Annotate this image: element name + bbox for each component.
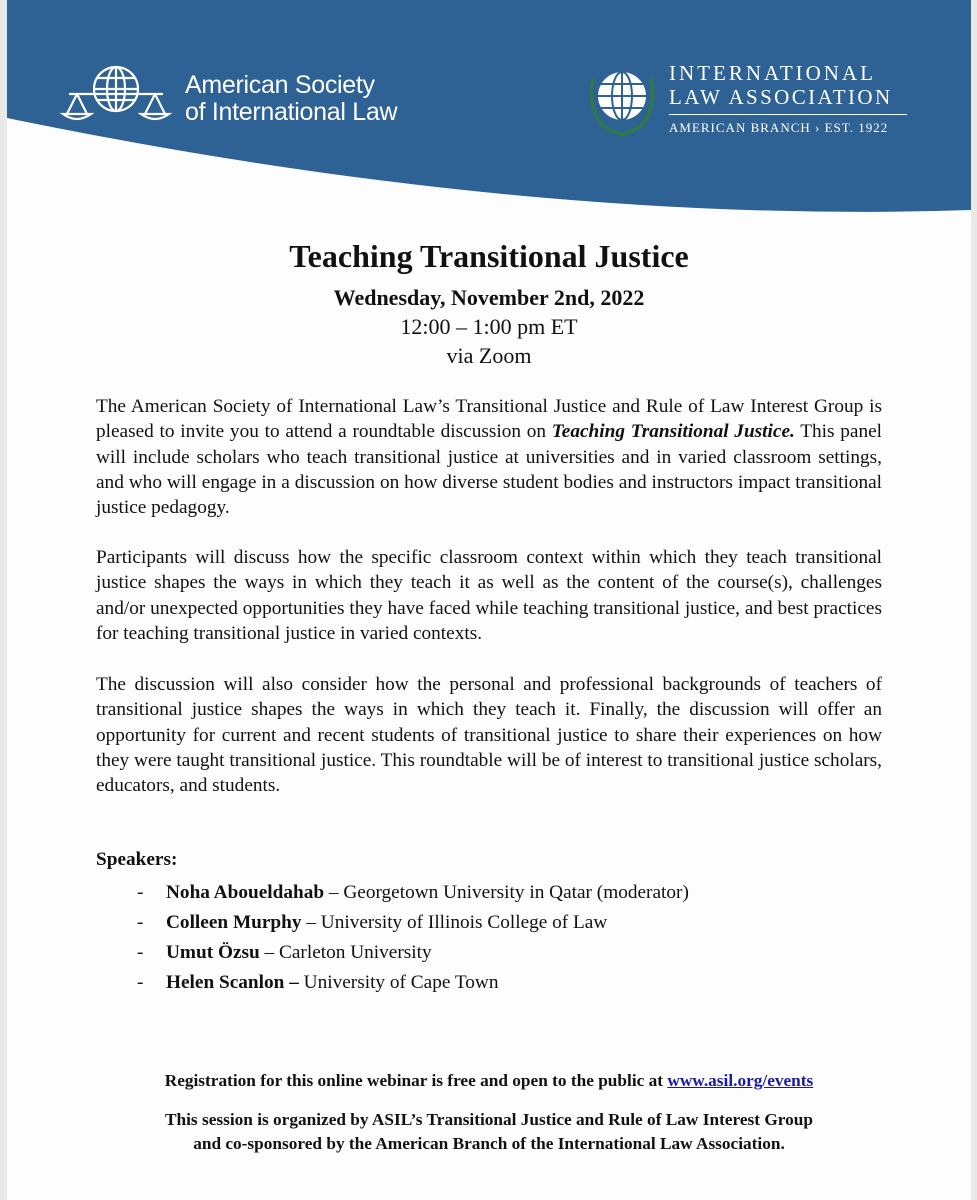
speaker-name: Helen Scanlon – (166, 972, 299, 993)
ila-organization-name (669, 61, 909, 135)
organizer-note (7, 1108, 971, 1156)
speakers-list (137, 878, 689, 998)
organizer-line-1: This session is organized by ASIL’s Transitional Justice and Rule of Law Interest Group (164, 1110, 813, 1129)
asil-organization-name (185, 72, 397, 126)
list-dash: - (137, 972, 144, 993)
speaker-name: Noha Aboueldahab (166, 882, 325, 903)
organizer-line-2: and co-sponsored by the American Branch of the International Law Association. (193, 1134, 785, 1153)
speaker-name: Colleen Murphy (166, 912, 302, 933)
intro-paragraph (96, 394, 882, 520)
speaker-item (137, 968, 689, 998)
speakers-heading: Speakers: (96, 849, 178, 870)
list-dash: - (137, 882, 144, 903)
registration-text: Registration for this online webinar is free and open to the public at (164, 1071, 668, 1090)
speaker-separator: – (324, 882, 344, 903)
ila-name-line-1: INTERNATIONAL (669, 61, 876, 85)
speaker-affiliation: Georgetown University in Qatar (moderator) (343, 882, 689, 903)
event-venue: via Zoom (446, 343, 532, 368)
intro-text-end: This panel will include scholars who teach transitional justice at universities and in varied classroom settings, and who will engage in a discussion on how diverse student bodies and instructors impact transitional justice pedagogy. (96, 421, 883, 519)
speaker-item (137, 878, 689, 908)
registration-link[interactable]: www.asil.org/events (667, 1071, 814, 1090)
intro-event-emphasis: Teaching Transitional Justice. (551, 421, 795, 443)
speaker-item (137, 908, 689, 938)
speaker-name: Umut Özsu (166, 942, 260, 963)
speaker-separator: – (301, 912, 321, 933)
event-date: Wednesday, November 2nd, 2022 (333, 285, 645, 310)
speaker-affiliation: Carleton University (279, 942, 432, 963)
ila-divider (669, 114, 907, 115)
list-dash: - (137, 942, 144, 963)
intro-text-start: The American Society of International Law’s Transitional Justice and Rule of Law Interest Group is pleased to invite you to attend a roundtable discussion on (96, 396, 882, 443)
discussion-paragraph: The discussion will also consider how the personal and professional backgrounds of teachers of transitional justice shapes the ways in which they teach it. Finally, the discussion will offer an opportunity for current and recent students of transitional justice to share their experiences on how they were taught transitional justice. This roundtable will be of interest to transitional justice scholars, educators, and students. (96, 674, 882, 797)
asil-name-line-2: of International Law (185, 98, 398, 126)
ila-globe-laurel-logo (581, 58, 663, 140)
list-dash: - (137, 912, 144, 933)
flyer-page (7, 0, 971, 1200)
participants-paragraph: Participants will discuss how the specific classroom context within which they teach transitional justice shapes the ways in which they teach it as well as the content of the course(s), challenges and/or unexpected opportunities they have faced while teaching transitional justice, and best practices for teaching transitional justice in varied contexts. (96, 547, 882, 644)
asil-name-line-1: American Society (185, 71, 375, 99)
speaker-affiliation: University of Cape Town (303, 972, 499, 993)
speaker-affiliation: University of Illinois College of Law (320, 912, 608, 933)
asil-globe-scales-logo (57, 58, 175, 128)
speaker-separator: – (259, 942, 280, 963)
registration-line (7, 1071, 971, 1091)
speaker-item (137, 938, 689, 968)
event-time: 12:00 – 1:00 pm ET (400, 314, 578, 339)
event-title: Teaching Transitional Justice (289, 238, 689, 274)
ila-branch-line: AMERICAN BRANCH › EST. 1922 (669, 120, 889, 135)
ila-name-line-2: LAW ASSOCIATION (669, 85, 893, 109)
